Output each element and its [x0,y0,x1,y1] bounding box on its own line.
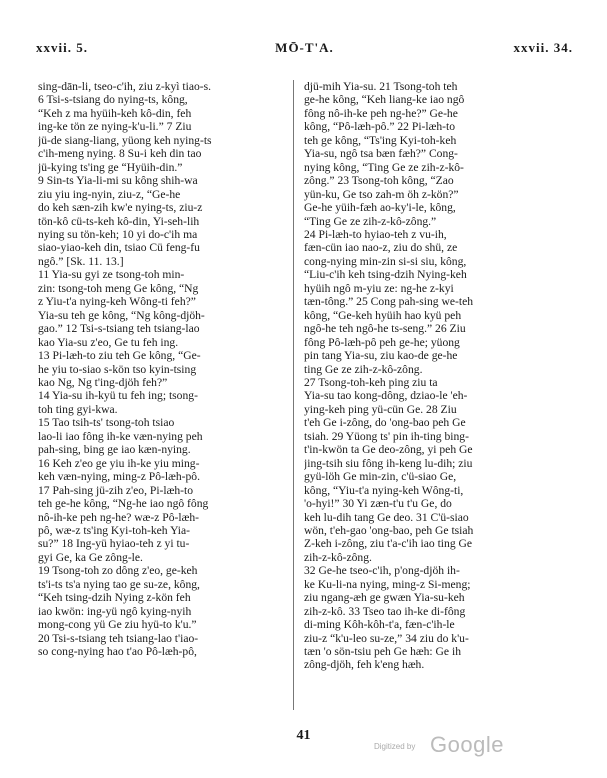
text-line: nying kông, “Ting Ge ze zih-z-kô- [304,160,464,174]
text-line: “Keh tsing-dzih Nying z-kön feh [38,591,191,605]
text-line: tæn-tông.” 25 Cong pah-sing we-teh [304,295,474,309]
text-line: keh væn-nying, ming-z Pô-læh-pô. [38,470,200,484]
text-line: sing-dān-li, tseo-c'ih, ziu z-kyì tiao-s. [38,80,212,93]
text-line: ngô.” [Sk. 11. 13.] [38,254,124,268]
page-number: 41 [296,728,311,743]
text-line: 9 Sin-ts Yia-li-mi su kông shih-wa [38,174,198,188]
text-line: “Liu-c'ih keh tsing-dzih Nying-keh [304,268,467,282]
text-line: di-ming Kôh-kôh-t'a, fæn-c'ih-le [304,618,455,632]
text-line: t'eh Ge i-zông, do 'ong-bao peh Ge [304,416,466,430]
text-line: 13 Pi-læh-to ziu teh Ge kông, “Ge- [38,349,201,363]
text-line: iao kwön: ing-yü ngô kying-nyih [38,604,192,618]
text-line: mong-cong yü Ge ziu hyü-to k'u.” [38,618,197,632]
text-line: gyü-löh Ge min-zin, c'ü-siao Ge, [304,470,457,484]
text-line: t'in-kwön ta Ge deo-zông, yi peh Ge [304,443,473,457]
text-line: Yia-su, ngô tsa bæn fæh?” Cong- [304,147,458,161]
text-line: ziu yiu ing-nyin, ziu-z, “Ge-he [38,187,181,201]
text-line: Yia-su teh ge kông, “Ng kông-djöh- [38,308,205,322]
text-line: “Keh z ma hyüih-keh kô-din, feh [38,106,192,120]
right-column [304,80,560,672]
text-line: 17 Pah-sing jü-zih z'eo, Pi-læh-to [38,483,194,497]
text-line: 20 Tsi-s-tsiang teh tsiang-lao t'iao- [38,631,199,645]
text-line: ngô-he teh ngô-he ts-seng.” 26 Ziu [304,322,466,336]
text-line: z Yiu-t'a nying-keh Wông-ti feh?” [38,295,196,309]
digitized-watermark [360,732,510,758]
text-line: pin tang Yia-su, ziu kao-de ge-he [304,349,458,363]
text-line: pô, wæ-z ts'ing Kyi-toh-keh Yia- [38,523,191,537]
text-line: gao.” 12 Tsi-s-tsiang teh tsiang-lao [38,322,200,336]
text-line: Ge-he yüih-fæh ao-ky'i-le, kông, [304,201,456,215]
text-line: nô-ih-ke peh ng-he? wæ-z Pô-læh- [38,510,199,524]
text-line: ts'i-ts ts'a nying tao ge su-ze, kông, [38,577,200,591]
running-head-title: MŌ-T'A. [275,40,334,55]
text-line: 16 Keh z'eo ge yiu ih-ke yiu ming- [38,456,200,470]
text-line: kao Yia-su z'eo, Ge tu feh ing. [38,335,179,349]
text-line: 27 Tsong-toh-keh ping ziu ta [304,375,438,389]
google-logo: Google [430,732,504,757]
text-line: 24 Pi-læh-to hyiao-teh z vu-ih, [304,227,447,241]
column-divider [293,80,294,710]
text-line: teh ge-he kông, “Ng-he iao ngô fông [38,497,209,511]
text-line: zông-djöh, feh k'eng hæh. [304,658,425,672]
text-line: kông, “Ge-keh hyüih hao kyü peh [304,308,462,322]
text-line: 32 Ge-he tseo-c'ih, p'ong-djöh ih- [304,564,460,578]
text-line: su?” 18 Ing-yü hyiao-teh z yi tu- [38,537,190,551]
text-line: 15 Tao tsih-ts' tsong-toh tsiao [38,416,175,430]
text-line: cong-nying min-zin si-si siu, kông, [304,254,467,268]
text-line: gyi Ge, ka Ge zông-le. [38,550,143,564]
text-line: 11 Yia-su gyi ze tsong-toh min- [38,268,185,282]
text-line: fông Pô-læh-pô peh ge-he; yüong [304,335,460,349]
text-line: tön-kô cü-ts-keh kô-din, Yi-seh-lih [38,214,200,228]
text-line: do keh sæn-zih kw'e nying-ts, ziu-z [38,201,203,215]
text-line: toh ting gyi-kwa. [38,402,118,416]
text-line: ting Ge ze zih-z-kô-zông. [304,362,423,376]
text-line: lao-li iao fông ih-ke væn-nying peh [38,429,203,443]
text-line: so cong-nying hao t'ao Pô-læh-pô, [38,645,197,659]
text-line: 6 Tsi-s-tsiang do nying-ts, kông, [38,93,188,107]
text-line: ziu-z “k'u-leo su-ze,” 34 ziu do k'u- [304,631,469,645]
text-line: ing-ke tön ze nying-k'u-li.” 7 Ziu [38,120,192,134]
text-line: fæn-cün iao nao-z, ziu do shü, ze [304,241,458,255]
left-column [38,80,294,658]
text-line: zin: tsong-toh meng Ge kông, “Ng [38,281,199,295]
text-line: djü-mih Yia-su. 21 Tsong-toh teh [304,80,458,93]
text-line: hyüih ngô m-yiu ze: ng-he z-kyi [304,281,454,295]
text-line: zông.” 23 Tsong-toh kông, “Zao [304,174,454,188]
text-line: ying-keh ping yü-cün Ge. 28 Ziu [304,402,457,416]
text-line: tsiah. 29 Yüong ts' pin ih-ting bing- [304,429,469,443]
text-line: tæn 'o sön-tsiu peh Ge hæh: Ge ih [304,645,461,659]
text-line: kông, “Pô-læh-pô.” 22 Pi-læh-to [304,120,456,134]
text-line: jü-kying ts'ing ge “Hyüih-din.” [38,160,183,174]
text-line: Z-keh i-zông, ziu t'a-c'ih iao ting Ge [304,537,473,551]
text-line: “Ting Ge ze zih-z-kô-zông.” [304,214,437,228]
digitized-label: Digitized by [374,742,416,751]
text-line: ge-he kông, “Keh liang-ke iao ngô [304,93,465,107]
text-line: teh ge kông, “Ts'ing Kyi-toh-keh [304,133,457,147]
text-line: yün-ku, Ge tso zah-m öh z-kön?” [304,187,459,201]
text-line: 19 Tsong-toh zo dông z'eo, ge-keh [38,564,198,578]
text-line: wön, t'eh-gao 'ong-bao, peh Ge tsiah [304,523,474,537]
text-line: jü-de siang-liang, yüong keh nying-ts [38,133,212,147]
text-line: ke Ku-li-na nying, ming-z Si-meng; [304,577,471,591]
text-line: siao-yiao-keh din, tsiao Cü feng-fu [38,241,200,255]
text-line: zih-z-kô-zông. [304,550,372,564]
text-line: jing-tsih siu fông ih-keng lu-dih; ziu [304,456,473,470]
text-line: kông, “Yiu-t'a nying-keh Wông-ti, [304,483,464,497]
text-line: keh lu-dih tang Ge deo. 31 C'ü-siao [304,510,469,524]
text-line: 'o-hyi!” 30 Yi zæn-t'u t'u Ge, do [304,497,452,511]
text-line: ziu ngang-æh ge gwæn Yia-su-keh [304,591,465,605]
text-line: kao Ng, Ng t'ing-djöh feh?” [38,375,168,389]
text-line: Yia-su tao kong-dông, dziao-le 'eh- [304,389,468,403]
text-line: pah-sing, bing ge iao kæn-nying. [38,443,191,457]
running-head-right: xxvii. 34. [513,40,573,55]
text-line: nying su tön-keh; 10 yi do-c'ih ma [38,227,198,241]
text-line: c'ih-meng nying. 8 Su-i keh din tao [38,147,202,161]
text-line: he yiu to-siao s-kön tso kyin-tsing [38,362,197,376]
text-line: 14 Yia-su ih-kyü tu feh ing; tsong- [38,389,198,403]
running-head [36,40,573,64]
text-line: fông nô-ih-ke peh ng-he?” Ge-he [304,106,458,120]
running-head-left: xxvii. 5. [36,40,88,55]
text-line: zih-z-kô. 33 Tseo tao ih-ke di-fông [304,604,466,618]
